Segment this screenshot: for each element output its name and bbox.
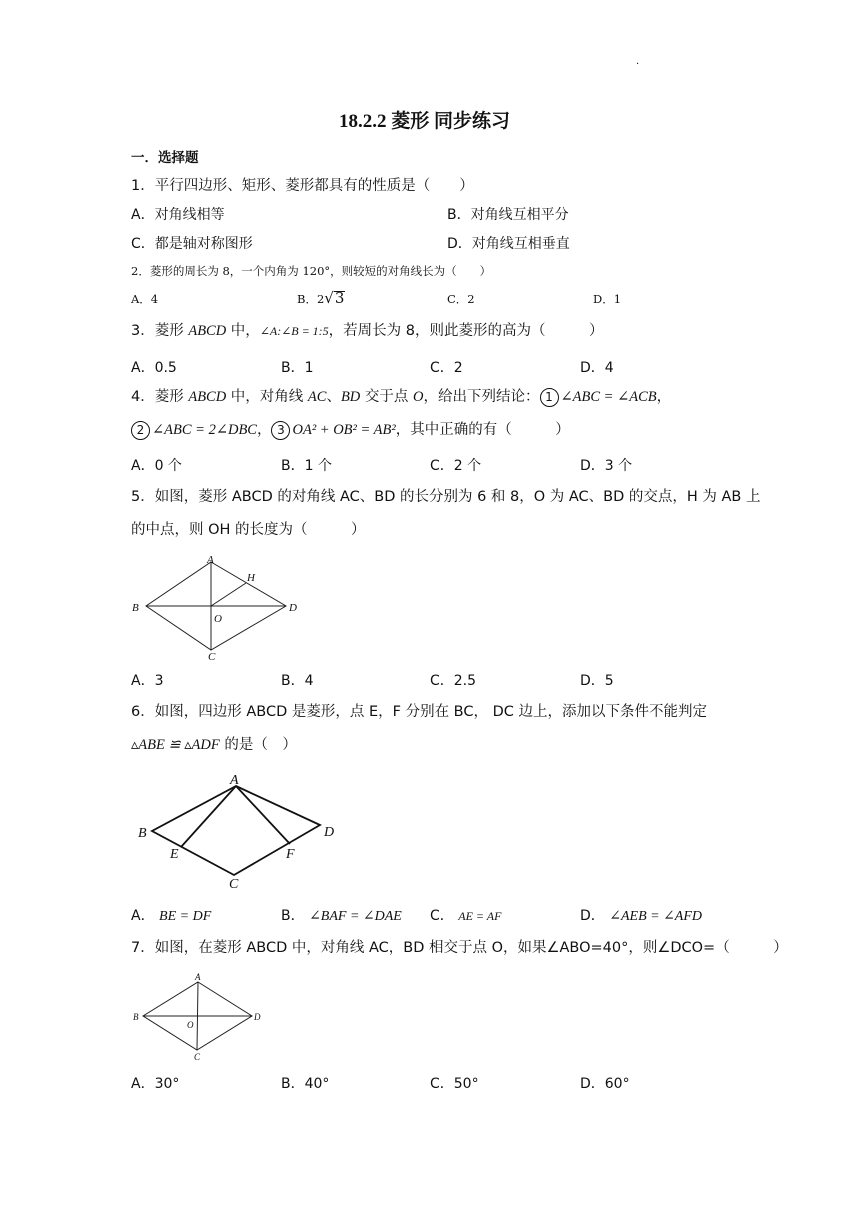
q3-stem-text-2: 中， [226,323,260,339]
q6-congruence: ▵ABE ≌ ▵ADF [131,737,220,753]
q2-option-b-radicand: 3 [334,289,345,307]
q4-option-c[interactable]: C．2 个 [430,458,482,474]
q4-text: ， [656,389,672,405]
q5-label-h: H [247,572,255,584]
q4-text: 中，对角线 [226,389,308,405]
q6-option-d-label: D． [580,908,605,924]
q6-label-f: F [286,847,295,862]
q6-option-a-label: A． [131,908,155,924]
q7-stem: 7．如图，在菱形 ABCD 中，对角线 AC，BD 相交于点 O，如果∠ABO=40°，则∠DCO=（ ） [131,940,788,956]
q5-option-c[interactable]: C．2.5 [430,673,477,689]
q5-label-o: O [214,613,222,625]
q4-option-d[interactable]: D．3 个 [580,458,633,474]
q1-option-b[interactable]: B．对角线互相平分 [447,207,569,223]
q1-option-d[interactable]: D．对角线互相垂直 [447,236,570,252]
q7-option-d[interactable]: D．60° [580,1076,630,1092]
section-heading: 一．选择题 [131,150,199,166]
q6-label-c: C [229,877,239,892]
q3-stem-text-3: ，若周长为 8，则此菱形的高为（ ） [328,323,604,339]
q4-point-o: O [413,389,424,405]
q6-option-c-label: C． [430,908,454,924]
q4-conclusion-2: ∠ABC = 2∠DBC [152,422,257,438]
q6-segment-ae [181,786,236,847]
q4-stem-line1 [131,385,671,407]
q2-option-a[interactable]: A．4 [131,292,159,306]
circled-number-icon: 1 [540,388,559,407]
q3-angle-ratio: ∠A:∠B = 1:5 [259,324,329,338]
q4-text: ，其中正确的有（ ） [395,422,570,438]
q6-option-a-expr: BE = DF [159,909,212,924]
q7-option-a[interactable]: A．30° [131,1076,180,1092]
q4-text: 、 [326,389,341,405]
q4-text: ，给出下列结论： [423,389,540,405]
q3-stem-text: 3．菱形 [131,323,189,339]
q6-label-e: E [170,847,179,862]
q5-label-a: A [207,554,214,566]
q7-label-c: C [194,1052,201,1062]
q4-stem-line2 [131,418,570,440]
q2-stem: 2．菱形的周长为 8，一个内角为 120°，则较短的对角线长为（ ） [131,264,492,278]
q4-conclusion-1: ∠ABC = ∠ACB [560,389,657,405]
q5-option-a[interactable]: A．3 [131,673,164,689]
q6-label-d: D [324,825,335,840]
q3-option-b[interactable]: B．1 [281,360,314,376]
q4-text: 交于点 [360,389,414,405]
q4-text: 4．菱形 [131,389,189,405]
q7-label-b: B [133,1012,139,1022]
q6-label-a: A [230,773,239,788]
circled-number-icon: 3 [271,421,290,440]
q6-option-b[interactable] [281,905,402,925]
header-dot: . [636,56,640,67]
q3-option-c[interactable]: C．2 [430,360,463,376]
q7-label-o: O [187,1020,194,1030]
q4-option-a[interactable]: A．0 个 [131,458,182,474]
q1-stem: 1．平行四边形、矩形、菱形都具有的性质是（ ） [131,178,474,194]
q6-option-d[interactable] [580,905,702,925]
q6-option-c[interactable] [430,905,501,925]
q6-rhombus-figure [132,770,342,894]
q4-conclusion-3: OA² + OB² = AB² [292,422,396,438]
q4-text: ， [256,422,272,438]
q4-diagonal-bd: BD [340,389,361,405]
q4-diagonal-ac: AC [307,389,327,405]
sqrt-icon: √ [324,289,334,307]
q4-option-b[interactable]: B．1 个 [281,458,332,474]
circled-number-icon: 2 [131,421,150,440]
q7-label-d: D [254,1012,261,1022]
q5-option-d[interactable]: D．5 [580,673,614,689]
q7-rhombus-figure [130,970,270,1062]
q1-option-c[interactable]: C．都是轴对称图形 [131,236,253,252]
q6-text: 的是（ ） [219,737,297,753]
q6-segment-af [236,786,290,844]
q7-option-b[interactable]: B．40° [281,1076,330,1092]
q5-label-d: D [289,602,297,614]
q6-stem-line2 [131,733,297,754]
q5-stem-line1: 5．如图，菱形 ABCD 的对角线 AC、BD 的长分别为 6 和 8，O 为 AC、BD 的交点，H 为 AB 上 [131,489,761,505]
q6-option-b-expr: ∠BAF = ∠DAE [309,909,402,924]
q3-rhombus-name: ABCD [188,323,227,339]
q5-stem-line2: 的中点，则 OH 的长度为（ ） [131,522,366,538]
q5-rhombus-figure [126,552,306,664]
q3-option-d[interactable]: D．4 [580,360,614,376]
q2-option-b[interactable] [297,289,345,307]
q6-option-d-expr: ∠AEB = ∠AFD [609,909,703,924]
q4-rhombus-name: ABCD [188,389,227,405]
q5-segment-oh [211,583,246,606]
q6-stem-line1: 6．如图，四边形 ABCD 是菱形，点 E，F 分别在 BC， DC 边上，添加以下条件不能判定 [131,704,707,720]
q3-option-a[interactable]: A．0.5 [131,360,177,376]
q2-option-b-prefix: B．2 [297,292,325,306]
q2-option-d[interactable]: D．1 [593,292,622,306]
q6-option-b-label: B． [281,908,305,924]
q1-option-a[interactable]: A．对角线相等 [131,207,225,223]
q7-option-c[interactable]: C．50° [430,1076,479,1092]
page-title: 18.2.2 菱形 同步练习 [339,111,511,132]
q6-option-c-expr: AE = AF [458,909,502,923]
q5-label-c: C [208,651,216,663]
q7-label-a: A [195,972,201,982]
q5-label-b: B [132,602,139,614]
q6-label-b: B [138,826,147,841]
q2-option-c[interactable]: C．2 [447,292,475,306]
q3-stem [131,319,604,340]
q5-option-b[interactable]: B．4 [281,673,314,689]
q6-option-a[interactable] [131,905,211,925]
